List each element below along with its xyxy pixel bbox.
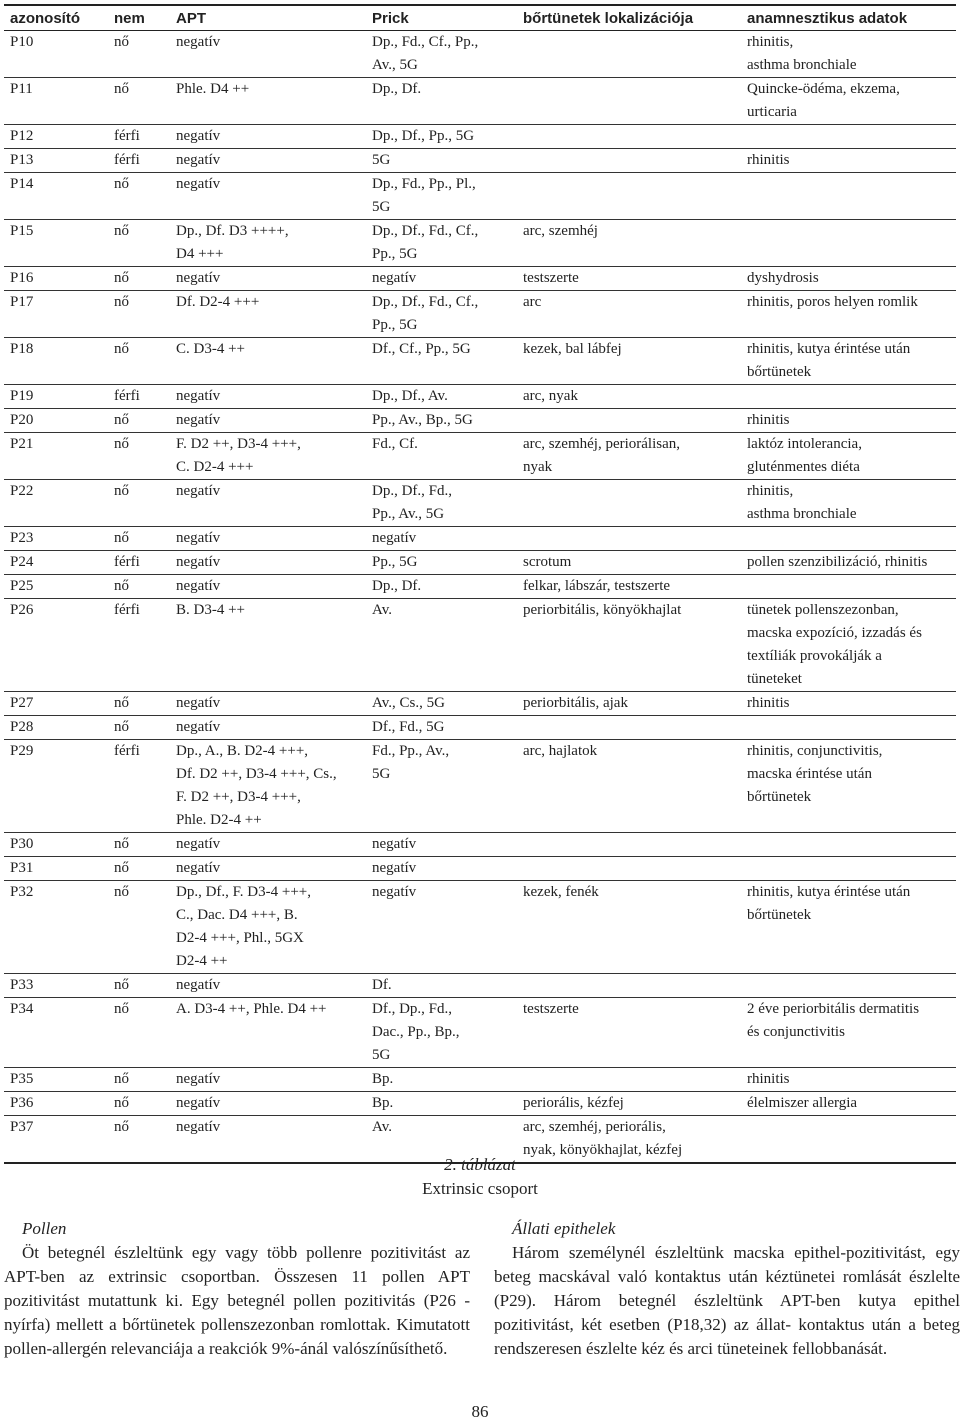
- table-number: 2. táblázat: [444, 1155, 516, 1174]
- table-row: [4, 716, 956, 740]
- table-header-row: [4, 5, 956, 31]
- cell-id: P13: [4, 149, 108, 173]
- cell-skin-location: [517, 974, 741, 998]
- cell-anamnesis: [741, 173, 956, 220]
- table-body: [4, 31, 956, 1164]
- table-row: [4, 267, 956, 291]
- cell-apt: negatív: [170, 857, 366, 881]
- cell-anamnesis: rhinitis, asthma bronchiale: [741, 31, 956, 78]
- cell-anamnesis: [741, 857, 956, 881]
- cell-skin-location: [517, 1068, 741, 1092]
- cell-sex: nő: [108, 857, 170, 881]
- cell-prick: Dp., Fd., Pp., Pl., 5G: [366, 173, 517, 220]
- cell-prick: 5G: [366, 149, 517, 173]
- table-row: [4, 881, 956, 974]
- table-row: [4, 599, 956, 692]
- cell-id: P20: [4, 409, 108, 433]
- cell-anamnesis: rhinitis: [741, 692, 956, 716]
- cell-prick: Dp., Df., Pp., 5G: [366, 125, 517, 149]
- table-title: Extrinsic csoport: [422, 1179, 538, 1198]
- table-row: [4, 974, 956, 998]
- cell-anamnesis: rhinitis, kutya érintése után bőrtünetek: [741, 881, 956, 974]
- cell-skin-location: periorális, kézfej: [517, 1092, 741, 1116]
- cell-apt: negatív: [170, 551, 366, 575]
- cell-prick: Av., Cs., 5G: [366, 692, 517, 716]
- cell-anamnesis: rhinitis: [741, 409, 956, 433]
- table-row: [4, 31, 956, 78]
- cell-apt: negatív: [170, 974, 366, 998]
- cell-prick: negatív: [366, 527, 517, 551]
- cell-id: P23: [4, 527, 108, 551]
- cell-skin-location: testszerte: [517, 267, 741, 291]
- cell-skin-location: arc: [517, 291, 741, 338]
- cell-id: P36: [4, 1092, 108, 1116]
- cell-sex: nő: [108, 267, 170, 291]
- table-row: [4, 385, 956, 409]
- cell-skin-location: arc, szemhéj, periorálisan, nyak: [517, 433, 741, 480]
- table-row: [4, 291, 956, 338]
- cell-sex: nő: [108, 575, 170, 599]
- cell-sex: nő: [108, 480, 170, 527]
- cell-anamnesis: laktóz intolerancia, gluténmentes diéta: [741, 433, 956, 480]
- cell-apt: negatív: [170, 480, 366, 527]
- cell-apt: negatív: [170, 125, 366, 149]
- table-row: [4, 78, 956, 125]
- cell-skin-location: arc, nyak: [517, 385, 741, 409]
- cell-anamnesis: dyshydrosis: [741, 267, 956, 291]
- cell-sex: nő: [108, 692, 170, 716]
- cell-anamnesis: tünetek pollenszezonban, macska expozíció, izzadás és textíliák provokálják a tüneteket: [741, 599, 956, 692]
- cell-id: P32: [4, 881, 108, 974]
- cell-id: P28: [4, 716, 108, 740]
- cell-anamnesis: Quincke-ödéma, ekzema, urticaria: [741, 78, 956, 125]
- table-row: [4, 833, 956, 857]
- animal-epithelia-section: [494, 1217, 960, 1361]
- cell-prick: negatív: [366, 267, 517, 291]
- cell-prick: Fd., Cf.: [366, 433, 517, 480]
- cell-id: P14: [4, 173, 108, 220]
- table-row: [4, 480, 956, 527]
- table-caption: [0, 1153, 960, 1201]
- cell-anamnesis: rhinitis, conjunctivitis, macska érintése után bőrtünetek: [741, 740, 956, 833]
- cell-id: P25: [4, 575, 108, 599]
- cell-anamnesis: [741, 833, 956, 857]
- table-row: [4, 433, 956, 480]
- cell-anamnesis: rhinitis, kutya érintése után bőrtünetek: [741, 338, 956, 385]
- cell-anamnesis: rhinitis: [741, 1068, 956, 1092]
- cell-prick: Bp.: [366, 1068, 517, 1092]
- cell-id: P33: [4, 974, 108, 998]
- cell-skin-location: arc, hajlatok: [517, 740, 741, 833]
- cell-sex: férfi: [108, 599, 170, 692]
- header-sex: nem: [108, 5, 170, 31]
- cell-id: P27: [4, 692, 108, 716]
- table-row: [4, 575, 956, 599]
- cell-prick: Dp., Df.: [366, 78, 517, 125]
- table-row: [4, 527, 956, 551]
- cell-id: P35: [4, 1068, 108, 1092]
- table-row: [4, 125, 956, 149]
- table-row: [4, 740, 956, 833]
- cell-sex: nő: [108, 220, 170, 267]
- table-row: [4, 857, 956, 881]
- cell-id: P26: [4, 599, 108, 692]
- cell-apt: F. D2 ++, D3-4 +++, C. D2-4 +++: [170, 433, 366, 480]
- cell-id: P30: [4, 833, 108, 857]
- cell-anamnesis: 2 éve periorbitális dermatitis és conjunctivitis: [741, 998, 956, 1068]
- cell-skin-location: [517, 31, 741, 78]
- cell-apt: negatív: [170, 409, 366, 433]
- cell-prick: Bp.: [366, 1092, 517, 1116]
- cell-id: P21: [4, 433, 108, 480]
- cell-id: P24: [4, 551, 108, 575]
- cell-prick: Dp., Df., Fd., Pp., Av., 5G: [366, 480, 517, 527]
- cell-apt: negatív: [170, 1068, 366, 1092]
- cell-id: P22: [4, 480, 108, 527]
- cell-id: P10: [4, 31, 108, 78]
- header-id: azonosító: [4, 5, 108, 31]
- cell-apt: negatív: [170, 1092, 366, 1116]
- cell-prick: Av.: [366, 599, 517, 692]
- table-row: [4, 1092, 956, 1116]
- cell-skin-location: [517, 716, 741, 740]
- cell-skin-location: periorbitális, ajak: [517, 692, 741, 716]
- cell-skin-location: [517, 833, 741, 857]
- cell-sex: nő: [108, 998, 170, 1068]
- cell-prick: Av.: [366, 1116, 517, 1164]
- cell-apt: negatív: [170, 692, 366, 716]
- cell-id: P16: [4, 267, 108, 291]
- header-prick: Prick: [366, 5, 517, 31]
- cell-apt: negatív: [170, 716, 366, 740]
- table-row: [4, 338, 956, 385]
- cell-sex: nő: [108, 833, 170, 857]
- cell-id: P34: [4, 998, 108, 1068]
- cell-sex: férfi: [108, 125, 170, 149]
- pollen-section: [4, 1217, 470, 1361]
- cell-skin-location: kezek, fenék: [517, 881, 741, 974]
- cell-apt: negatív: [170, 385, 366, 409]
- cell-prick: Pp., 5G: [366, 551, 517, 575]
- table-row: [4, 551, 956, 575]
- table-row: [4, 692, 956, 716]
- cell-anamnesis: [741, 974, 956, 998]
- cell-skin-location: [517, 173, 741, 220]
- cell-anamnesis: élelmiszer allergia: [741, 1092, 956, 1116]
- cell-id: P19: [4, 385, 108, 409]
- page-number: 86: [471, 1402, 489, 1421]
- cell-skin-location: scrotum: [517, 551, 741, 575]
- cell-skin-location: kezek, bal lábfej: [517, 338, 741, 385]
- cell-skin-location: [517, 125, 741, 149]
- table-row: [4, 220, 956, 267]
- pollen-heading: Pollen: [22, 1219, 67, 1238]
- table-row: [4, 1068, 956, 1092]
- cell-apt: negatív: [170, 267, 366, 291]
- cell-sex: nő: [108, 974, 170, 998]
- cell-sex: nő: [108, 173, 170, 220]
- cell-sex: nő: [108, 433, 170, 480]
- cell-prick: negatív: [366, 833, 517, 857]
- cell-prick: Fd., Pp., Av., 5G: [366, 740, 517, 833]
- cell-prick: Dp., Df.: [366, 575, 517, 599]
- cell-skin-location: [517, 480, 741, 527]
- cell-apt: negatív: [170, 149, 366, 173]
- cell-apt: negatív: [170, 833, 366, 857]
- cell-sex: nő: [108, 338, 170, 385]
- cell-anamnesis: [741, 125, 956, 149]
- cell-apt: negatív: [170, 575, 366, 599]
- pollen-paragraph: Öt betegnél észleltünk egy vagy több pollenre pozitivitást az APT-ben az extrinsic csoportban. Összesen 11 pollen APT pozitivitást mutattunk ki. Egy betegnél pollen pozitivitás (P26 - nyírfa) mellett a bőrtünetek pollenszezonban romlottak. Kimutatott pollen-allergén relevanciája a reakciók 9%-ánál valószínűsíthető.: [4, 1243, 470, 1358]
- cell-sex: nő: [108, 881, 170, 974]
- cell-anamnesis: rhinitis, asthma bronchiale: [741, 480, 956, 527]
- cell-skin-location: [517, 409, 741, 433]
- cell-anamnesis: [741, 527, 956, 551]
- cell-skin-location: [517, 857, 741, 881]
- cell-skin-location: arc, szemhéj, periorális, nyak, könyökhajlat, kézfej: [517, 1116, 741, 1164]
- cell-apt: C. D3-4 ++: [170, 338, 366, 385]
- extrinsic-group-table: [4, 4, 956, 1164]
- cell-apt: Df. D2-4 +++: [170, 291, 366, 338]
- cell-id: P18: [4, 338, 108, 385]
- cell-prick: Dp., Df., Av.: [366, 385, 517, 409]
- cell-apt: Dp., A., B. D2-4 +++, Df. D2 ++, D3-4 +++, Cs., F. D2 ++, D3-4 +++, Phle. D2-4 ++: [170, 740, 366, 833]
- cell-apt: Phle. D4 ++: [170, 78, 366, 125]
- cell-prick: negatív: [366, 881, 517, 974]
- cell-skin-location: [517, 78, 741, 125]
- cell-prick: Pp., Av., Bp., 5G: [366, 409, 517, 433]
- cell-anamnesis: [741, 575, 956, 599]
- header-apt: APT: [170, 5, 366, 31]
- cell-apt: A. D3-4 ++, Phle. D4 ++: [170, 998, 366, 1068]
- cell-prick: Df., Fd., 5G: [366, 716, 517, 740]
- cell-id: P37: [4, 1116, 108, 1164]
- cell-id: P12: [4, 125, 108, 149]
- cell-sex: nő: [108, 409, 170, 433]
- cell-id: P31: [4, 857, 108, 881]
- cell-sex: nő: [108, 291, 170, 338]
- cell-sex: férfi: [108, 551, 170, 575]
- cell-sex: férfi: [108, 149, 170, 173]
- cell-anamnesis: rhinitis, poros helyen romlik: [741, 291, 956, 338]
- cell-apt: negatív: [170, 527, 366, 551]
- cell-apt: negatív: [170, 31, 366, 78]
- cell-apt: B. D3-4 ++: [170, 599, 366, 692]
- cell-anamnesis: [741, 220, 956, 267]
- cell-apt: Dp., Df., F. D3-4 +++, C., Dac. D4 +++, B. D2-4 +++, Phl., 5GX D2-4 ++: [170, 881, 366, 974]
- animal-epithelia-heading: Állati epithelek: [512, 1219, 616, 1238]
- cell-skin-location: [517, 149, 741, 173]
- cell-skin-location: periorbitális, könyökhajlat: [517, 599, 741, 692]
- cell-anamnesis: pollen szenzibilizáció, rhinitis: [741, 551, 956, 575]
- cell-apt: negatív: [170, 1116, 366, 1164]
- cell-skin-location: testszerte: [517, 998, 741, 1068]
- cell-sex: férfi: [108, 740, 170, 833]
- cell-sex: nő: [108, 716, 170, 740]
- table-row: [4, 173, 956, 220]
- table-row: [4, 149, 956, 173]
- cell-anamnesis: [741, 716, 956, 740]
- cell-sex: nő: [108, 1068, 170, 1092]
- cell-sex: nő: [108, 527, 170, 551]
- cell-apt: Dp., Df. D3 ++++, D4 +++: [170, 220, 366, 267]
- cell-prick: Df., Dp., Fd., Dac., Pp., Bp., 5G: [366, 998, 517, 1068]
- header-anamnesis: anamnesztikus adatok: [741, 5, 956, 31]
- animal-epithelia-paragraph: Három személynél észleltünk macska epithel-pozitivitást, egy beteg macskával való kontaktus után kéztünetei romlását észlelte (P29). Három betegnél észleltünk APT-ben kutya epithel pozitivitást, két esetben (P18,32) az állat- kontaktus után a beteg rendszeresen észlelte kéz és arci tüneteinek fellobbanását.: [494, 1243, 960, 1358]
- cell-prick: Df.: [366, 974, 517, 998]
- table-row: [4, 409, 956, 433]
- cell-id: P17: [4, 291, 108, 338]
- cell-skin-location: [517, 527, 741, 551]
- cell-prick: Df., Cf., Pp., 5G: [366, 338, 517, 385]
- cell-id: P11: [4, 78, 108, 125]
- cell-apt: negatív: [170, 173, 366, 220]
- cell-sex: férfi: [108, 385, 170, 409]
- cell-prick: negatív: [366, 857, 517, 881]
- cell-prick: Dp., Fd., Cf., Pp., Av., 5G: [366, 31, 517, 78]
- cell-skin-location: felkar, lábszár, testszerte: [517, 575, 741, 599]
- cell-prick: Dp., Df., Fd., Cf., Pp., 5G: [366, 220, 517, 267]
- cell-id: P15: [4, 220, 108, 267]
- cell-skin-location: arc, szemhéj: [517, 220, 741, 267]
- table-row: [4, 998, 956, 1068]
- cell-sex: nő: [108, 1092, 170, 1116]
- cell-anamnesis: [741, 385, 956, 409]
- cell-prick: Dp., Df., Fd., Cf., Pp., 5G: [366, 291, 517, 338]
- header-skin-location: bőrtünetek lokalizációja: [517, 5, 741, 31]
- cell-id: P29: [4, 740, 108, 833]
- cell-anamnesis: rhinitis: [741, 149, 956, 173]
- cell-sex: nő: [108, 1116, 170, 1164]
- cell-sex: nő: [108, 78, 170, 125]
- cell-sex: nő: [108, 31, 170, 78]
